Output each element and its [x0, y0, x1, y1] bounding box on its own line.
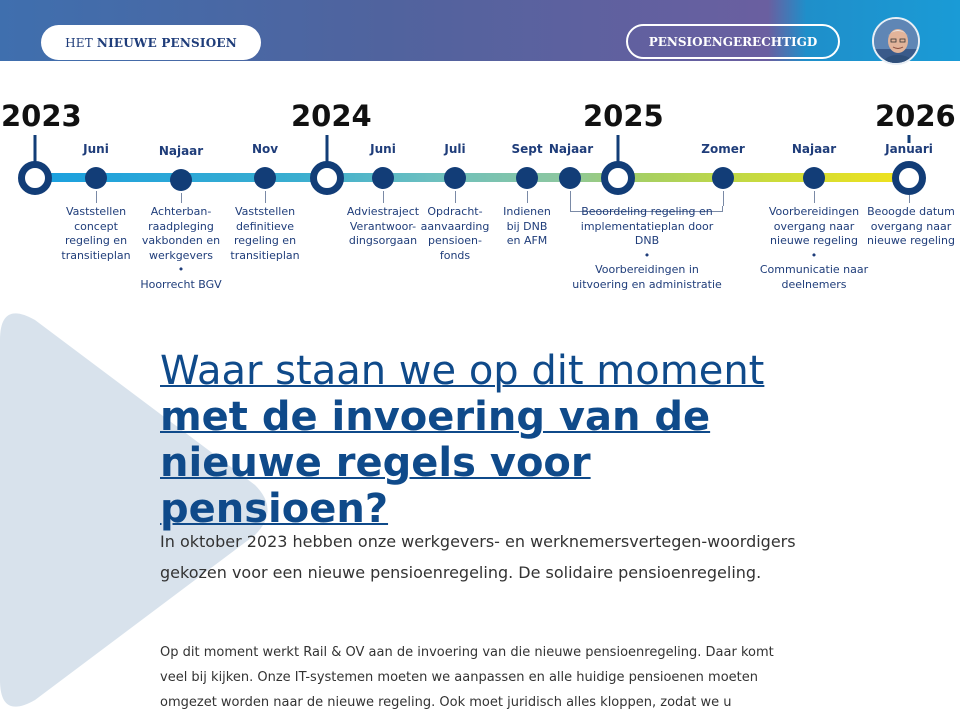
body-paragraph: Op dit moment werkt Rail & OV aan de invoering van die nieuwe pensioenregeling. Daar komt veel bij kijken. Onze IT-systemen moeten we aanpassen en alle huidige pensioenen moeten omgezet worden naar de nieuwe regeling. Ook moet juridisch alles kloppen, zodat we u	[160, 645, 774, 710]
year-2026: 2026	[875, 99, 956, 133]
year-2023: 2023	[1, 99, 82, 133]
pensioengerechtigd-button[interactable]	[626, 24, 840, 59]
year-2025: 2025	[583, 99, 664, 133]
timeline-bar	[35, 173, 910, 182]
milestone-dot	[170, 169, 192, 191]
user-photo-icon	[874, 19, 920, 65]
month-label: Sept	[511, 142, 543, 156]
desc-connector	[265, 191, 266, 203]
month-label: Juni	[83, 142, 109, 156]
year-2024: 2024	[291, 99, 372, 133]
avatar[interactable]	[872, 17, 920, 65]
title-line-3: nieuwe regels voor pensioen?	[160, 440, 591, 532]
milestone-description: Vaststellen definitieve regeling en transitieplan	[230, 205, 300, 262]
milestone-dot	[372, 167, 394, 189]
title-line-2: met de invoering van de	[160, 394, 711, 440]
desc-connector	[814, 191, 815, 203]
month-label: Najaar	[791, 142, 837, 156]
page-title[interactable]	[160, 348, 820, 532]
milestone-dot	[712, 167, 734, 189]
milestone-dot	[85, 167, 107, 189]
milestone-description: Beoogde datum overgang naar nieuwe regeling	[867, 205, 955, 247]
top-header	[0, 0, 960, 61]
milestone-description: Indienen bij DNB en AFM	[503, 205, 551, 247]
milestone-description: Opdracht- aanvaarding pensioen- fonds	[420, 205, 490, 262]
desc-connector	[96, 191, 97, 203]
year-connector	[34, 135, 37, 163]
month-label: Juni	[370, 142, 396, 156]
milestone-dot	[559, 167, 581, 189]
month-label: Nov	[251, 142, 279, 156]
milestone-dot	[254, 167, 276, 189]
desc-connector	[527, 191, 528, 203]
status-label: PENSIOENGERECHTIGD	[648, 34, 818, 49]
logo-main: NIEUWE PENSIOEN	[96, 35, 237, 50]
milestone-dot	[516, 167, 538, 189]
desc-connector	[455, 191, 456, 203]
milestone-dot	[444, 167, 466, 189]
desc-connector	[909, 195, 910, 203]
milestone-description: Voorbereidingen overgang naar nieuwe regeling • Communicatie naar deelnemers	[759, 205, 869, 291]
year-marker	[310, 161, 344, 195]
year-marker	[18, 161, 52, 195]
site-logo[interactable]	[41, 25, 261, 60]
year-marker	[601, 161, 635, 195]
milestone-description: Beoordeling regeling en implementatieplan door DNB • Voorbereidingen in uitvoering en administratie	[572, 205, 722, 291]
year-marker	[892, 161, 926, 195]
pension-timeline	[0, 61, 960, 301]
month-label: Januari	[885, 142, 933, 156]
desc-connector	[723, 191, 724, 206]
month-label: Juli	[444, 142, 466, 156]
milestone-description: Adviestraject Verantwoor- dingsorgaan	[346, 205, 420, 247]
desc-connector	[383, 191, 384, 203]
year-connector	[326, 135, 329, 163]
month-label: Najaar	[548, 142, 594, 156]
logo-prefix: HET	[65, 35, 93, 50]
title-link[interactable]	[160, 348, 764, 532]
month-label: Zomer	[701, 142, 745, 156]
desc-connector	[181, 193, 182, 203]
milestone-description: Achterban- raadpleging vakbonden en werkgevers • Hoorrecht BGV	[140, 205, 222, 291]
title-line-1: Waar staan we op dit moment	[160, 348, 765, 394]
month-label: Najaar	[158, 144, 204, 158]
year-connector	[617, 135, 620, 163]
milestone-dot	[803, 167, 825, 189]
desc-connector	[570, 191, 571, 206]
milestone-description: Vaststellen concept regeling en transitieplan	[61, 205, 131, 262]
intro-paragraph: In oktober 2023 hebben onze werkgevers- en werknemersvertegen-woordigers gekozen voor een nieuwe pensioenregeling. De solidaire pensioenregeling.	[160, 532, 796, 582]
